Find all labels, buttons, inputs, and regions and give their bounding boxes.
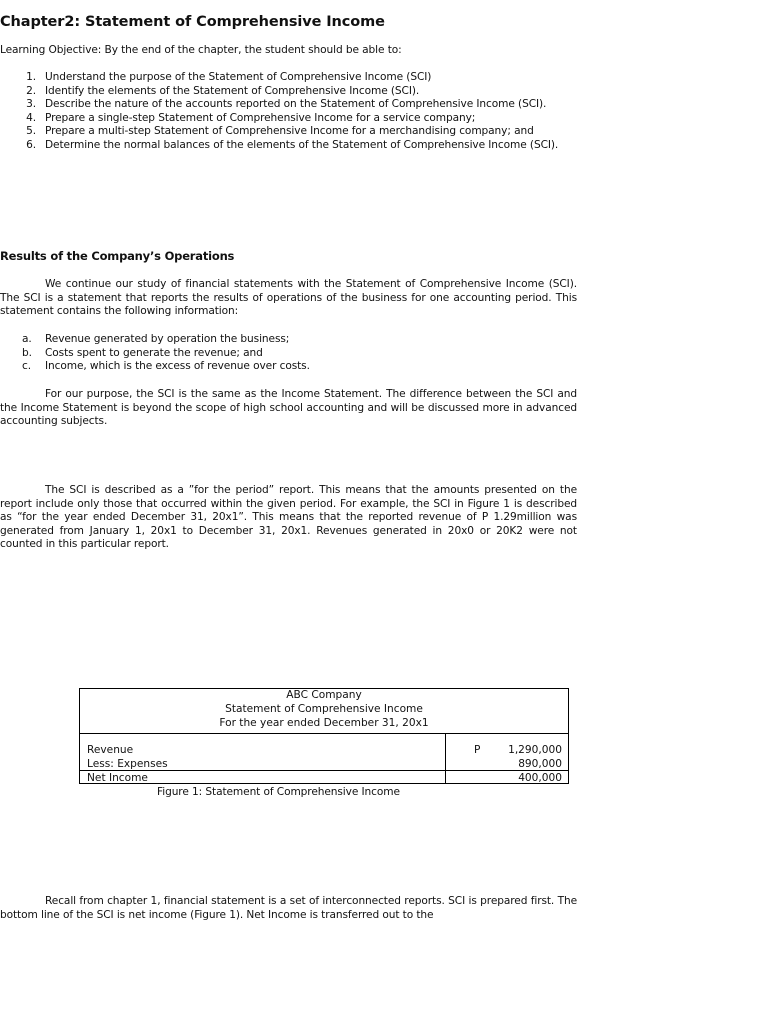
table-column-divider: [445, 733, 446, 784]
paragraph-recall: Recall from chapter 1, financial statement is a set of interconnected reports. SCI is prepared first. The bottom line of the SCI is net income (Figure 1). Net Income is transferred out to the: [0, 895, 577, 921]
row-label-revenue: Revenue: [87, 744, 134, 756]
table-company: ABC Company: [286, 689, 362, 701]
list-item: a. Revenue generated by operation the business;: [22, 333, 290, 345]
section-title: Results of the Company’s Operations: [0, 249, 235, 263]
sci-table: [79, 688, 569, 784]
list-item: 5. Prepare a multi-step Statement of Comprehensive Income for a merchandising company; and: [26, 125, 534, 138]
paragraph-intro: We continue our study of financial statements with the Statement of Comprehensive Income (SCI). The SCI is a statement that reports the results of operations of the business for one accounting period. This statement contains the following information:: [0, 278, 577, 318]
paragraph-period: The SCI is described as a ”for the period” report. This means that the amounts presented on the report include only those that occurred within the given period. For example, the SCI in Figure 1 is described as “for the year ended December 31, 20x1”. This means that the reported revenue of P 1.29million was generated from January 1, 20x1 to December 31, 20x1. Revenues generated in 20x0 or 20K2 were not counted in this particular report.: [0, 484, 577, 551]
row-label-expenses: Less: Expenses: [87, 758, 168, 770]
list-item: 2. Identify the elements of the Statement of Comprehensive Income (SCI).: [26, 84, 420, 97]
table-period: For the year ended December 31, 20x1: [219, 717, 429, 729]
amount-revenue: 1,290,000: [508, 744, 562, 756]
info-list: [0, 333, 577, 374]
list-item: b. Costs spent to generate the revenue; and: [22, 346, 263, 359]
list-item: 3. Describe the nature of the accounts reported on the Statement of Comprehensive Income (SCI).: [26, 98, 547, 111]
objectives-list: [0, 71, 577, 153]
paragraph-scope: For our purpose, the SCI is the same as the Income Statement. The difference between the SCI and the Income Statement is beyond the scope of high school accounting and will be discussed more in advanced accounting subjects.: [0, 388, 577, 428]
table-divider: [80, 733, 568, 734]
table-statement-title: Statement of Comprehensive Income: [225, 703, 423, 715]
row-label-net-income: Net Income: [87, 772, 148, 784]
amount-net-income: 400,000: [518, 772, 562, 784]
list-item: 1. Understand the purpose of the Statement of Comprehensive Income (SCI): [26, 71, 432, 83]
currency-symbol: P: [474, 744, 481, 756]
amount-expenses: 890,000: [518, 758, 562, 770]
figure-caption: Figure 1: Statement of Comprehensive Income: [157, 786, 400, 798]
list-item: 6. Determine the normal balances of the elements of the Statement of Comprehensive Income (SCI).: [26, 138, 559, 151]
list-item: c. Income, which is the excess of revenue over costs.: [22, 360, 310, 373]
list-item: 4. Prepare a single-step Statement of Comprehensive Income for a service company;: [26, 111, 476, 124]
learning-objective: Learning Objective: By the end of the chapter, the student should be able to:: [0, 44, 402, 56]
chapter-title: Chapter2: Statement of Comprehensive Income: [0, 14, 385, 30]
